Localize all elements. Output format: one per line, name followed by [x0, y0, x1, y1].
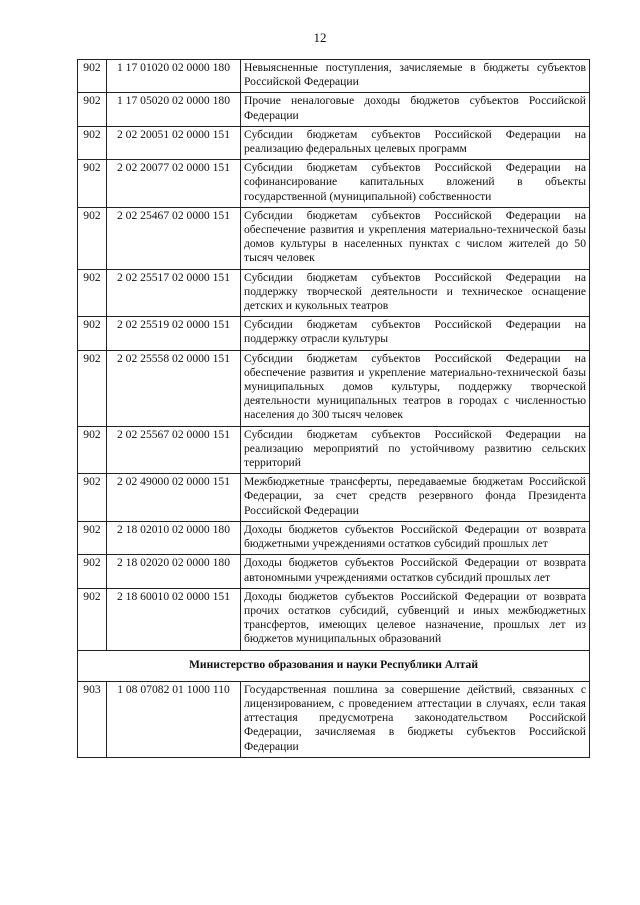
- admin-code-cell: 902: [78, 521, 107, 554]
- table-row: [78, 426, 590, 474]
- revenue-name-cell: Субсидии бюджетам субъектов Российской Федерации на обеспечение развития и укрепление материально-технической базы муниципальных домов культуры, поддержку творческой деятельности муниципальных театров в городах с численностью населения до 300 тысяч человек: [241, 350, 590, 426]
- revenue-name-cell: Субсидии бюджетам субъектов Российской Федерации на реализацию мероприятий по устойчивому развитию сельских территорий: [241, 426, 590, 474]
- revenue-name-cell: Доходы бюджетов субъектов Российской Федерации от возврата прочих остатков субсидий, субвенций и иных межбюджетных трансфертов, имеющих целевое назначение, прошлых лет из бюджетов муниципальных образований: [241, 588, 590, 650]
- revenue-name-cell: Невыясненные поступления, зачисляемые в бюджеты субъектов Российской Федерации: [241, 60, 590, 93]
- revenue-code-cell: 2 02 20077 02 0000 151: [107, 160, 241, 208]
- admin-code-cell: 902: [78, 474, 107, 522]
- table-row: [78, 60, 590, 93]
- revenue-code-cell: 2 18 02020 02 0000 180: [107, 555, 241, 588]
- section-title: Министерство образования и науки Республики Алтай: [78, 650, 590, 681]
- table-row: [78, 160, 590, 208]
- revenue-name-cell: Доходы бюджетов субъектов Российской Федерации от возврата автономными учреждениями остатков субсидий прошлых лет: [241, 555, 590, 588]
- revenue-classification-table: [77, 59, 590, 758]
- revenue-name-cell: Субсидии бюджетам субъектов Российской Федерации на софинансирование капитальных вложений в объекты государственной (муниципальной) собственности: [241, 160, 590, 208]
- table-row: [78, 126, 590, 159]
- table-row: [78, 588, 590, 650]
- admin-code-cell: 902: [78, 93, 107, 126]
- admin-code-cell: 902: [78, 207, 107, 269]
- table-row: [78, 555, 590, 588]
- revenue-code-cell: 2 02 20051 02 0000 151: [107, 126, 241, 159]
- table-row: [78, 317, 590, 350]
- admin-code-cell: 902: [78, 160, 107, 208]
- page-number: 12: [313, 30, 327, 45]
- table-row: [78, 521, 590, 554]
- table-row: [78, 269, 590, 317]
- admin-code-cell: 903: [78, 681, 107, 757]
- revenue-code-cell: 2 02 25519 02 0000 151: [107, 317, 241, 350]
- admin-code-cell: 902: [78, 269, 107, 317]
- revenue-name-cell: Межбюджетные трансферты, передаваемые бюджетам Российской Федерации, за счет средств резервного фонда Президента Российской Федерации: [241, 474, 590, 522]
- section-header-row: [78, 650, 590, 681]
- revenue-name-cell: Прочие неналоговые доходы бюджетов субъектов Российской Федерации: [241, 93, 590, 126]
- table-row: [78, 93, 590, 126]
- admin-code-cell: 902: [78, 317, 107, 350]
- revenue-code-cell: 1 17 05020 02 0000 180: [107, 93, 241, 126]
- table-body: [78, 60, 590, 758]
- table-row: [78, 350, 590, 426]
- revenue-code-cell: 2 02 25558 02 0000 151: [107, 350, 241, 426]
- revenue-code-cell: 1 08 07082 01 1000 110: [107, 681, 241, 757]
- table-row: [78, 474, 590, 522]
- revenue-code-cell: 1 17 01020 02 0000 180: [107, 60, 241, 93]
- revenue-code-cell: 2 02 25517 02 0000 151: [107, 269, 241, 317]
- revenue-name-cell: Государственная пошлина за совершение действий, связанных с лицензированием, с проведением аттестации в случаях, если такая аттестация предусмотрена законодательством Российской Федерации, зачисляемая в бюджеты субъектов Российской Федерации: [241, 681, 590, 757]
- revenue-code-cell: 2 02 49000 02 0000 151: [107, 474, 241, 522]
- revenue-name-cell: Субсидии бюджетам субъектов Российской Федерации на поддержку отрасли культуры: [241, 317, 590, 350]
- admin-code-cell: 902: [78, 126, 107, 159]
- revenue-name-cell: Субсидии бюджетам субъектов Российской Федерации на реализацию федеральных целевых программ: [241, 126, 590, 159]
- admin-code-cell: 902: [78, 426, 107, 474]
- admin-code-cell: 902: [78, 350, 107, 426]
- revenue-name-cell: Субсидии бюджетам субъектов Российской Федерации на обеспечение развития и укрепления материально-технической базы домов культуры в населенных пунктах с числом жителей до 50 тысяч человек: [241, 207, 590, 269]
- revenue-name-cell: Доходы бюджетов субъектов Российской Федерации от возврата бюджетными учреждениями остатков субсидий прошлых лет: [241, 521, 590, 554]
- revenue-code-cell: 2 18 60010 02 0000 151: [107, 588, 241, 650]
- revenue-code-cell: 2 18 02010 02 0000 180: [107, 521, 241, 554]
- table-row: [78, 681, 590, 757]
- admin-code-cell: 902: [78, 588, 107, 650]
- admin-code-cell: 902: [78, 60, 107, 93]
- revenue-name-cell: Субсидии бюджетам субъектов Российской Федерации на поддержку творческой деятельности и техническое оснащение детских и кукольных театров: [241, 269, 590, 317]
- revenue-code-cell: 2 02 25467 02 0000 151: [107, 207, 241, 269]
- table-row: [78, 207, 590, 269]
- admin-code-cell: 902: [78, 555, 107, 588]
- revenue-code-cell: 2 02 25567 02 0000 151: [107, 426, 241, 474]
